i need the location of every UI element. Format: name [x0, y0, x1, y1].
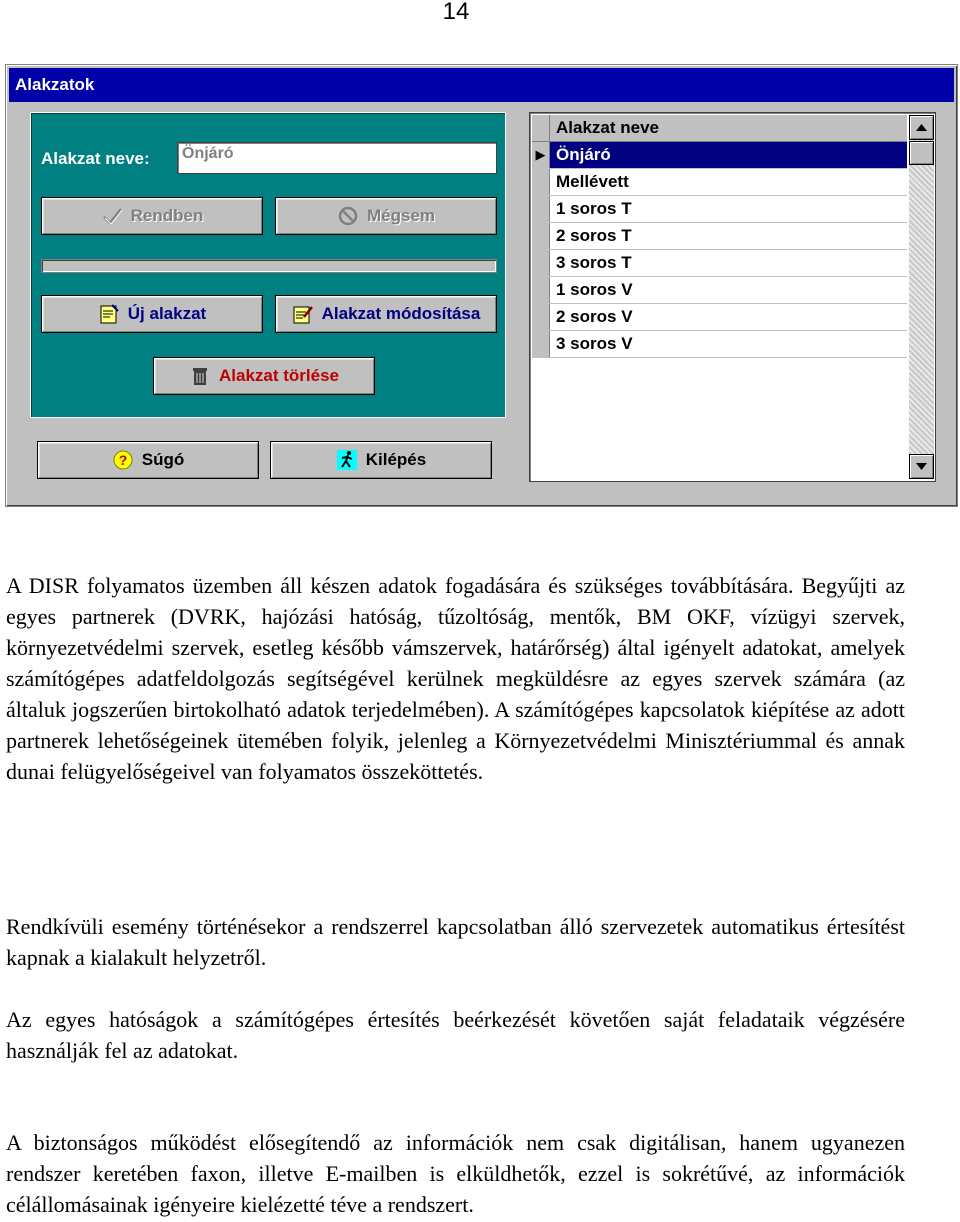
exit-button[interactable] — [270, 441, 492, 479]
paragraph-1: A DISR folyamatos üzemben áll készen adatok fogadására és szükséges továbbítására. Begyűjti az egyes partnerek (DVRK, hajózási hatóság, tűzoltóság, mentők, BM OKF, vízügyi szervek, környezetvédelmi szervek, esetleg később vámszervek, határőrség) által igényelt adatokat, amelyek számítógépes adatfeldolgozás segítségével kerülnek megküldésre az egyes szervek számára (az általuk jogszerűen birtokolható adatok terjedelmében). A számítógépes kapcsolatok kiépítése az adott partnerek lehetőségeinek ütemében folyik, jelenleg a Környezetvédelmi Minisztériummal és annak dunai felügyelőségeivel van folyamatos összeköttetés. — [6, 573, 905, 784]
list-item[interactable] — [532, 250, 907, 277]
edit-document-icon — [292, 303, 314, 325]
row-indicator — [532, 331, 550, 357]
new-shape-button-label: Új alakzat — [127, 304, 207, 323]
vertical-scrollbar[interactable] — [909, 115, 934, 479]
checkmark-icon — [101, 205, 123, 227]
modify-shape-button[interactable] — [275, 295, 497, 333]
running-man-exit-icon — [336, 449, 358, 471]
trash-icon — [189, 365, 211, 387]
list-item[interactable] — [532, 331, 907, 358]
new-shape-button[interactable] — [41, 295, 263, 333]
alakzatok-window — [5, 64, 958, 507]
header-indicator — [532, 115, 550, 141]
scroll-down-button[interactable] — [909, 454, 934, 479]
row-indicator — [532, 169, 550, 195]
row-indicator — [532, 196, 550, 222]
row-indicator — [532, 250, 550, 276]
new-document-icon — [98, 303, 120, 325]
scroll-thumb[interactable] — [909, 141, 934, 165]
arrow-up-icon — [916, 124, 927, 131]
list-item[interactable] — [532, 223, 907, 250]
paragraph-2: Rendkívüli esemény történésekor a rendszerrel kapcsolatban álló szervezetek automatikus értesítést kapnak a kialakult helyzetről. — [6, 914, 905, 970]
row-indicator — [532, 223, 550, 249]
arrow-down-icon — [916, 463, 927, 470]
list-item[interactable] — [532, 304, 907, 331]
list-item-label: 3 soros V — [556, 334, 633, 353]
list-header — [532, 115, 907, 142]
svg-text:?: ? — [118, 452, 128, 468]
cancel-button[interactable] — [275, 197, 497, 235]
list-item-label: 1 soros V — [556, 280, 633, 299]
paragraph-3: Az egyes hatóságok a számítógépes értesítés beérkezését követően saját feladataik végzésére használják fel az adatokat. — [6, 1007, 905, 1063]
row-indicator — [532, 277, 550, 303]
cancel-button-label: Mégsem — [366, 206, 436, 225]
list-item-label: 3 soros T — [556, 253, 632, 272]
window-title: Alakzatok — [9, 68, 954, 102]
help-button-label: Súgó — [141, 450, 185, 469]
scroll-up-button[interactable] — [909, 115, 934, 140]
progress-bar — [41, 259, 497, 273]
help-button[interactable] — [37, 441, 259, 479]
list-item-label: 1 soros T — [556, 199, 632, 218]
list-item-label: Önjáró — [550, 142, 907, 168]
list-header-label: Alakzat neve — [556, 118, 659, 137]
list-item[interactable] — [532, 142, 907, 169]
help-icon — [112, 449, 134, 471]
list-item[interactable] — [532, 169, 907, 196]
exit-button-label: Kilépés — [365, 450, 427, 469]
modify-shape-button-label: Alakzat módosítása — [321, 304, 481, 323]
shape-list[interactable] — [529, 112, 936, 482]
ok-button-label: Rendben — [130, 206, 204, 225]
shape-name-input[interactable]: Önjáró — [177, 142, 497, 174]
list-item-label: 2 soros V — [556, 307, 633, 326]
list-item-label: 2 soros T — [556, 226, 632, 245]
list-item-label: Mellévett — [556, 172, 629, 191]
cancel-icon — [337, 205, 359, 227]
edit-panel — [30, 112, 506, 418]
shape-name-label: Alakzat neve: — [41, 149, 150, 168]
delete-shape-button[interactable] — [153, 357, 375, 395]
page-number: 14 — [442, 0, 470, 25]
ok-button[interactable] — [41, 197, 263, 235]
list-item[interactable] — [532, 196, 907, 223]
row-indicator — [532, 304, 550, 330]
row-pointer-icon: ▶ — [532, 142, 550, 168]
list-item[interactable] — [532, 277, 907, 304]
delete-shape-button-label: Alakzat törlése — [219, 366, 339, 385]
paragraph-4: A biztonságos működést elősegítendő az információk nem csak digitálisan, hanem ugyanezen rendszer keretében faxon, illetve E-mailben is elküldhetők, ezzel is sokrétűvé, az információk célállomásainak igényeire kielézetté téve a rendszert. — [6, 1130, 905, 1217]
